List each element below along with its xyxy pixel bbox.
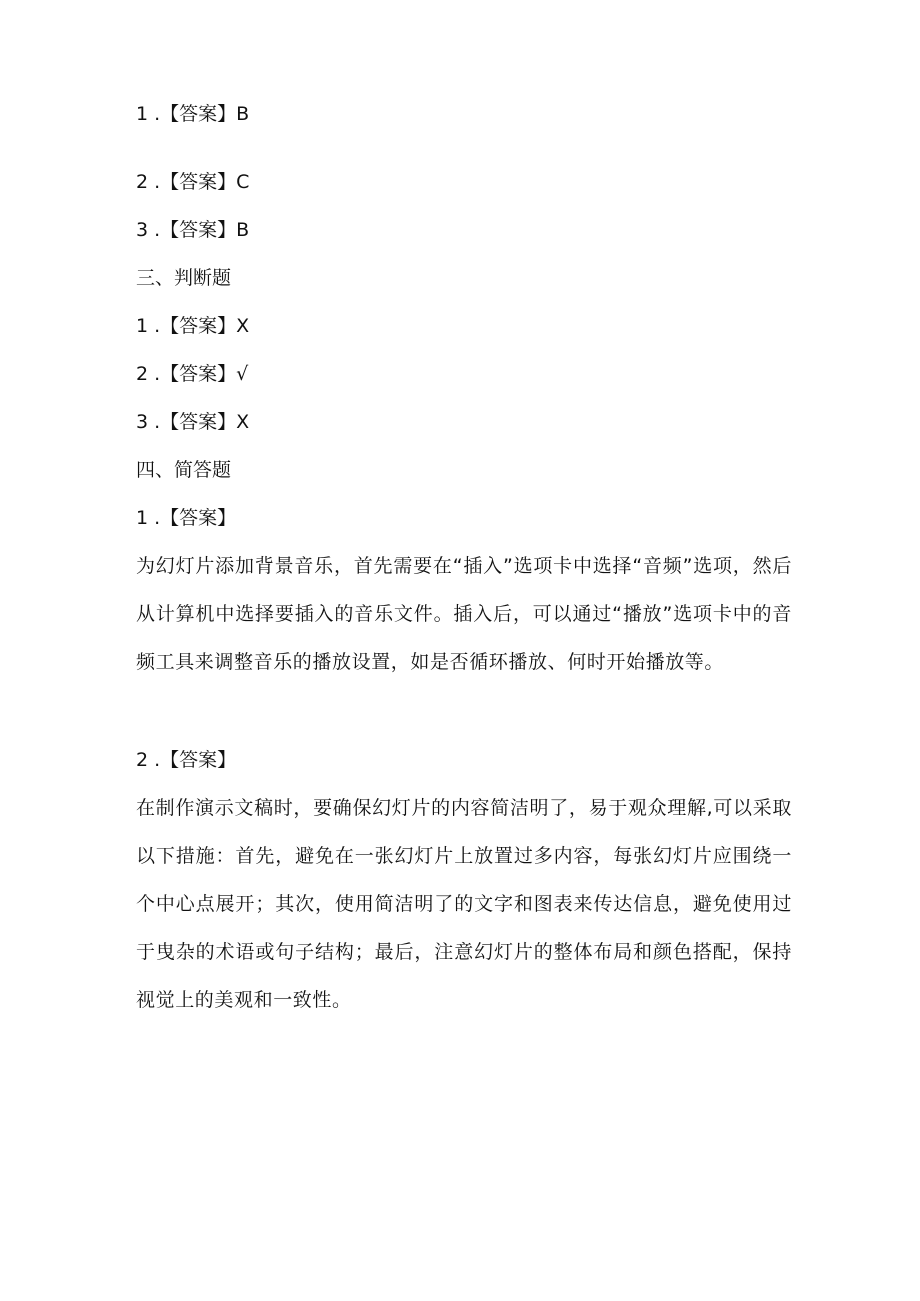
item-number: 2 (136, 749, 149, 771)
answer-text: .【答案】B (154, 219, 250, 241)
item-number: 3 (136, 219, 149, 241)
choice-answer-3 (136, 218, 249, 242)
short-answer-label-1 (136, 506, 236, 530)
item-number: 2 (136, 363, 149, 385)
answer-text: .【答案】B (154, 103, 250, 125)
item-number: 2 (136, 171, 149, 193)
choice-answer-2 (136, 170, 249, 194)
short-answer-body-2: 在制作演示文稿时，要确保幻灯片的内容简洁明了，易于观众理解,可以采取以下措施：首先，避免在一张幻灯片上放置过多内容，每张幻灯片应围绕一个中心点展开；其次，使用简洁明了的文字和图表来传达信息，避免使用过于曳杂的术语或句子结构；最后，注意幻灯片的整体布局和颜色搭配，保持视觉上的美观和一致性。 (136, 797, 792, 1011)
answer-text: .【答案】X (154, 315, 250, 337)
choice-answer-1 (136, 102, 249, 126)
judge-answer-3 (136, 410, 249, 434)
item-number: 1 (136, 315, 149, 337)
item-number: 1 (136, 507, 149, 529)
short-answer-body-1: 为幻灯片添加背景音乐，首先需要在“插入”选项卡中选择“音频”选项，然后从计算机中选择要插入的音乐文件。插入后，可以通过“播放”选项卡中的音频工具来调整音乐的播放设置，如是否循环播放、何时开始播放等。 (136, 555, 792, 673)
section-heading-judge: 三、判断题 (136, 267, 232, 289)
short-answer-label-2 (136, 748, 236, 772)
answer-text: .【答案】X (154, 411, 250, 433)
judge-answer-2 (136, 362, 248, 386)
answer-label: .【答案】 (154, 507, 237, 529)
answer-label: .【答案】 (154, 749, 237, 771)
item-number: 3 (136, 411, 149, 433)
judge-answer-1 (136, 314, 249, 338)
section-heading-short: 四、简答题 (136, 459, 232, 481)
answer-text: .【答案】√ (154, 363, 249, 385)
item-number: 1 (136, 103, 149, 125)
answer-text: .【答案】C (154, 171, 250, 193)
